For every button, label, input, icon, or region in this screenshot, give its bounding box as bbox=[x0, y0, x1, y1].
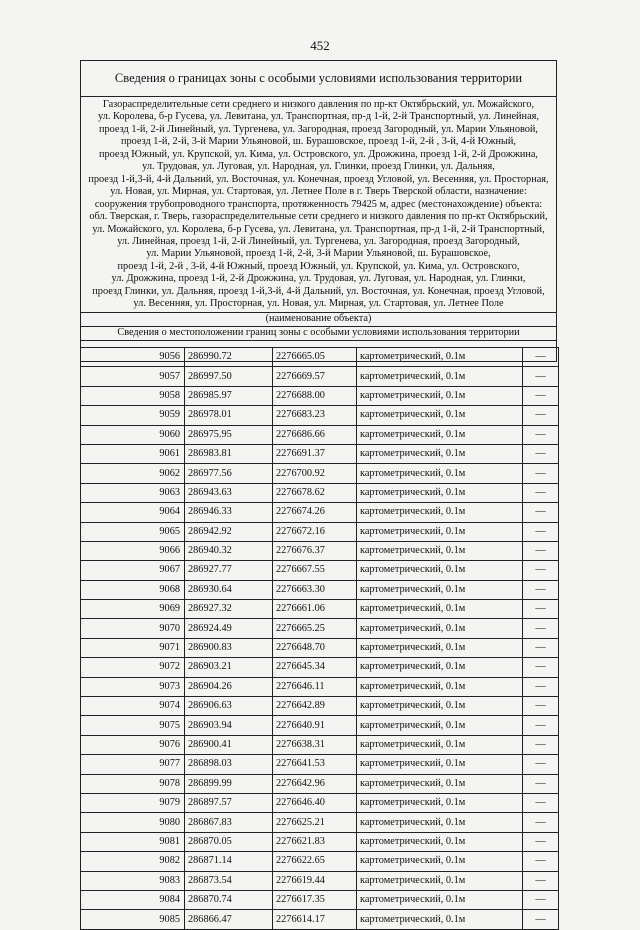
method-cell: картометрический, 0.1м bbox=[357, 580, 523, 599]
point-number-cell: 9081 bbox=[81, 832, 185, 851]
coord-x-cell: 286898.03 bbox=[185, 755, 273, 774]
table-row bbox=[81, 386, 559, 405]
point-number-cell: 9070 bbox=[81, 619, 185, 638]
note-cell: — bbox=[523, 483, 559, 502]
table-row bbox=[81, 813, 559, 832]
coord-x-cell: 286871.14 bbox=[185, 852, 273, 871]
point-number-cell: 9075 bbox=[81, 716, 185, 735]
method-cell: картометрический, 0.1м bbox=[357, 386, 523, 405]
page-number: 452 bbox=[310, 38, 330, 53]
note-cell: — bbox=[523, 774, 559, 793]
coord-x-cell: 286942.92 bbox=[185, 522, 273, 541]
method-cell: картометрический, 0.1м bbox=[357, 561, 523, 580]
table-row bbox=[81, 852, 559, 871]
object-caption: (наименование объекта) bbox=[81, 312, 557, 326]
coord-y-cell: 2276691.37 bbox=[273, 444, 357, 463]
note-cell: — bbox=[523, 813, 559, 832]
table-row bbox=[81, 716, 559, 735]
point-number-cell: 9079 bbox=[81, 793, 185, 812]
coord-x-cell: 286870.05 bbox=[185, 832, 273, 851]
point-number-cell: 9080 bbox=[81, 813, 185, 832]
coord-y-cell: 2276683.23 bbox=[273, 406, 357, 425]
note-cell: — bbox=[523, 677, 559, 696]
coord-x-cell: 286897.57 bbox=[185, 793, 273, 812]
description-line: проезд 1-й, 2-й, 3-й Марии Ульяновой, ш. Бурашовское, проезд 1-й, 2-й , 3-й, 4-й Южный, bbox=[120, 136, 516, 148]
note-cell: — bbox=[523, 910, 559, 929]
note-cell: — bbox=[523, 852, 559, 871]
note-cell: — bbox=[523, 348, 559, 367]
note-cell: — bbox=[523, 406, 559, 425]
coord-y-cell: 2276619.44 bbox=[273, 871, 357, 890]
coord-y-cell: 2276674.26 bbox=[273, 503, 357, 522]
table-row bbox=[81, 793, 559, 812]
method-cell: картометрический, 0.1м bbox=[357, 658, 523, 677]
table-row bbox=[81, 735, 559, 754]
coord-y-cell: 2276688.00 bbox=[273, 386, 357, 405]
method-cell: картометрический, 0.1м bbox=[357, 464, 523, 483]
note-cell: — bbox=[523, 890, 559, 909]
point-number-cell: 9085 bbox=[81, 910, 185, 929]
point-number-cell: 9061 bbox=[81, 444, 185, 463]
table-row bbox=[81, 541, 559, 560]
description-line: ул. Трудовая, ул. Луговая, ул. Народная, ул. Глинки, проезд Глинки, ул. Дальняя, bbox=[142, 161, 495, 173]
coord-y-cell: 2276625.21 bbox=[273, 813, 357, 832]
coord-x-cell: 286899.99 bbox=[185, 774, 273, 793]
point-number-cell: 9073 bbox=[81, 677, 185, 696]
zone-header-table bbox=[80, 60, 557, 362]
coord-y-cell: 2276617.35 bbox=[273, 890, 357, 909]
table-row bbox=[81, 367, 559, 386]
method-cell: картометрический, 0.1м bbox=[357, 832, 523, 851]
coord-x-cell: 286940.32 bbox=[185, 541, 273, 560]
coord-x-cell: 286990.72 bbox=[185, 348, 273, 367]
description-line: ул. Новая, ул. Мирная, ул. Стартовая, ул. Летнее Поле в г. Тверь Тверской области, назначение: bbox=[110, 186, 527, 198]
method-cell: картометрический, 0.1м bbox=[357, 444, 523, 463]
point-number-cell: 9068 bbox=[81, 580, 185, 599]
coord-x-cell: 286977.56 bbox=[185, 464, 273, 483]
coord-y-cell: 2276642.96 bbox=[273, 774, 357, 793]
method-cell: картометрический, 0.1м bbox=[357, 813, 523, 832]
point-number-cell: 9067 bbox=[81, 561, 185, 580]
note-cell: — bbox=[523, 619, 559, 638]
coord-y-cell: 2276676.37 bbox=[273, 541, 357, 560]
coord-x-cell: 286900.41 bbox=[185, 735, 273, 754]
table-row bbox=[81, 561, 559, 580]
table-row bbox=[81, 483, 559, 502]
document-title: Сведения о границах зоны с особыми условиями использования территории bbox=[81, 61, 557, 97]
point-number-cell: 9062 bbox=[81, 464, 185, 483]
method-cell: картометрический, 0.1м bbox=[357, 793, 523, 812]
method-cell: картометрический, 0.1м bbox=[357, 522, 523, 541]
coord-x-cell: 286906.63 bbox=[185, 697, 273, 716]
note-cell: — bbox=[523, 580, 559, 599]
table-row bbox=[81, 406, 559, 425]
note-cell: — bbox=[523, 871, 559, 890]
coord-x-cell: 286946.33 bbox=[185, 503, 273, 522]
coord-y-cell: 2276640.91 bbox=[273, 716, 357, 735]
point-number-cell: 9056 bbox=[81, 348, 185, 367]
method-cell: картометрический, 0.1м bbox=[357, 406, 523, 425]
method-cell: картометрический, 0.1м bbox=[357, 541, 523, 560]
table-row bbox=[81, 697, 559, 716]
coord-x-cell: 286983.81 bbox=[185, 444, 273, 463]
note-cell: — bbox=[523, 832, 559, 851]
method-cell: картометрический, 0.1м bbox=[357, 425, 523, 444]
method-cell: картометрический, 0.1м bbox=[357, 600, 523, 619]
method-cell: картометрический, 0.1м bbox=[357, 774, 523, 793]
method-cell: картометрический, 0.1м bbox=[357, 638, 523, 657]
table-row bbox=[81, 580, 559, 599]
method-cell: картометрический, 0.1м bbox=[357, 483, 523, 502]
coord-y-cell: 2276700.92 bbox=[273, 464, 357, 483]
coord-x-cell: 286978.01 bbox=[185, 406, 273, 425]
point-number-cell: 9064 bbox=[81, 503, 185, 522]
method-cell: картометрический, 0.1м bbox=[357, 852, 523, 871]
table-row bbox=[81, 755, 559, 774]
note-cell: — bbox=[523, 464, 559, 483]
coord-y-cell: 2276661.06 bbox=[273, 600, 357, 619]
method-cell: картометрический, 0.1м bbox=[357, 716, 523, 735]
coord-y-cell: 2276645.34 bbox=[273, 658, 357, 677]
table-row bbox=[81, 832, 559, 851]
note-cell: — bbox=[523, 658, 559, 677]
note-cell: — bbox=[523, 522, 559, 541]
point-number-cell: 9065 bbox=[81, 522, 185, 541]
point-number-cell: 9057 bbox=[81, 367, 185, 386]
method-cell: картометрический, 0.1м bbox=[357, 677, 523, 696]
coord-x-cell: 286927.32 bbox=[185, 600, 273, 619]
description-line: сооружения трубопроводного транспорта, протяженность 79425 м, адрес (местонахождение) объекта: bbox=[94, 198, 543, 210]
coord-y-cell: 2276621.83 bbox=[273, 832, 357, 851]
description-line: ул. Марии Ульяновой, проезд 1-й, 2-й, 3-й Марии Ульяновой, ш. Бурашовское, bbox=[146, 248, 491, 260]
note-cell: — bbox=[523, 697, 559, 716]
point-number-cell: 9066 bbox=[81, 541, 185, 560]
coord-y-cell: 2276667.55 bbox=[273, 561, 357, 580]
coord-y-cell: 2276638.31 bbox=[273, 735, 357, 754]
point-number-cell: 9072 bbox=[81, 658, 185, 677]
coordinates-table bbox=[80, 347, 559, 930]
table-row bbox=[81, 774, 559, 793]
point-number-cell: 9084 bbox=[81, 890, 185, 909]
method-cell: картометрический, 0.1м bbox=[357, 503, 523, 522]
note-cell: — bbox=[523, 444, 559, 463]
point-number-cell: 9077 bbox=[81, 755, 185, 774]
table-row bbox=[81, 871, 559, 890]
coord-x-cell: 286903.94 bbox=[185, 716, 273, 735]
coord-x-cell: 286924.49 bbox=[185, 619, 273, 638]
section-title: Сведения о местоположении границ зоны с особыми условиями использования территории bbox=[81, 326, 557, 340]
note-cell: — bbox=[523, 541, 559, 560]
coord-x-cell: 286870.74 bbox=[185, 890, 273, 909]
point-number-cell: 9058 bbox=[81, 386, 185, 405]
description-line: проезд Южный, ул. Крупской, ул. Кима, ул. Островского, ул. Дрожжина, проезд 1-й, 2-й Дрожжина, bbox=[98, 148, 538, 160]
point-number-cell: 9071 bbox=[81, 638, 185, 657]
coord-y-cell: 2276669.57 bbox=[273, 367, 357, 386]
coord-x-cell: 286903.21 bbox=[185, 658, 273, 677]
description-line: проезд 1-й, 2-й , 3-й, 4-й Южный, проезд Южный, ул. Крупской, ул. Кима, ул. Островского, bbox=[117, 260, 520, 272]
note-cell: — bbox=[523, 793, 559, 812]
coord-y-cell: 2276672.16 bbox=[273, 522, 357, 541]
method-cell: картометрический, 0.1м bbox=[357, 910, 523, 929]
coord-y-cell: 2276622.65 bbox=[273, 852, 357, 871]
coord-x-cell: 286927.77 bbox=[185, 561, 273, 580]
point-number-cell: 9060 bbox=[81, 425, 185, 444]
method-cell: картометрический, 0.1м bbox=[357, 890, 523, 909]
coord-x-cell: 286867.83 bbox=[185, 813, 273, 832]
point-number-cell: 9082 bbox=[81, 852, 185, 871]
description-line: проезд 1-й, 2-й Линейный, ул. Тургенева, ул. Загородная, проезд Загородный, ул. Марии Ульяновой, bbox=[99, 123, 538, 135]
table-row bbox=[81, 658, 559, 677]
description-line: проезд Глинки, ул. Дальняя, проезд 1-й,3-й, 4-й Дальний, ул. Восточная, ул. Конечная, проезд Угловой, bbox=[92, 285, 545, 297]
description-line: обл. Тверская, г. Тверь, газораспределительные сети среднего и низкого давления по пр-кт Октябрьский, bbox=[89, 211, 548, 223]
coord-y-cell: 2276614.17 bbox=[273, 910, 357, 929]
point-number-cell: 9059 bbox=[81, 406, 185, 425]
coord-y-cell: 2276641.53 bbox=[273, 755, 357, 774]
method-cell: картометрический, 0.1м bbox=[357, 697, 523, 716]
description-line: Газораспределительные сети среднего и низкого давления по пр-кт Октябрьский, ул. Можайского, bbox=[102, 99, 535, 110]
point-number-cell: 9078 bbox=[81, 774, 185, 793]
method-cell: картометрический, 0.1м bbox=[357, 755, 523, 774]
table-row bbox=[81, 464, 559, 483]
note-cell: — bbox=[523, 367, 559, 386]
method-cell: картометрический, 0.1м bbox=[357, 871, 523, 890]
object-description bbox=[81, 97, 557, 313]
coord-x-cell: 286866.47 bbox=[185, 910, 273, 929]
method-cell: картометрический, 0.1м bbox=[357, 735, 523, 754]
coord-x-cell: 286975.95 bbox=[185, 425, 273, 444]
note-cell: — bbox=[523, 716, 559, 735]
table-row bbox=[81, 910, 559, 929]
coord-x-cell: 286873.54 bbox=[185, 871, 273, 890]
coord-y-cell: 2276663.30 bbox=[273, 580, 357, 599]
coord-y-cell: 2276642.89 bbox=[273, 697, 357, 716]
coord-y-cell: 2276678.62 bbox=[273, 483, 357, 502]
coord-y-cell: 2276665.25 bbox=[273, 619, 357, 638]
method-cell: картометрический, 0.1м bbox=[357, 619, 523, 638]
description-line: ул. Дрожжина, проезд 1-й, 2-й Дрожжина, ул. Трудовая, ул. Луговая, ул. Народная, ул. Глинки, bbox=[111, 273, 526, 285]
note-cell: — bbox=[523, 386, 559, 405]
method-cell: картометрический, 0.1м bbox=[357, 367, 523, 386]
note-cell: — bbox=[523, 600, 559, 619]
table-row bbox=[81, 503, 559, 522]
table-row bbox=[81, 348, 559, 367]
table-row bbox=[81, 444, 559, 463]
table-row bbox=[81, 619, 559, 638]
description-line: ул. Линейная, проезд 1-й, 2-й Линейный, ул. Тургенева, ул. Загородная, проезд Загородный, bbox=[117, 235, 520, 247]
point-number-cell: 9069 bbox=[81, 600, 185, 619]
description-line: ул. Можайского, ул. Королева, б-р Гусева, ул. Левитана, ул. Транспортная, пр-д 1-й, 2-й Транспортный, bbox=[92, 223, 545, 235]
point-number-cell: 9076 bbox=[81, 735, 185, 754]
description-line: проезд 1-й,3-й, 4-й Дальний, ул. Восточная, ул. Конечная, проезд Угловой, ул. Весенняя, ул. Просторная, bbox=[88, 173, 549, 185]
coord-y-cell: 2276686.66 bbox=[273, 425, 357, 444]
coord-y-cell: 2276646.11 bbox=[273, 677, 357, 696]
point-number-cell: 9063 bbox=[81, 483, 185, 502]
note-cell: — bbox=[523, 503, 559, 522]
coord-x-cell: 286930.64 bbox=[185, 580, 273, 599]
description-line: ул. Королева, б-р Гусева, ул. Левитана, ул. Транспортная, пр-д 1-й, 2-й Транспортный, ул. Линейная, bbox=[98, 111, 539, 123]
table-row bbox=[81, 600, 559, 619]
coord-x-cell: 286997.50 bbox=[185, 367, 273, 386]
coord-x-cell: 286900.83 bbox=[185, 638, 273, 657]
note-cell: — bbox=[523, 755, 559, 774]
description-line: ул. Весенняя, ул. Просторная, ул. Новая, ул. Мирная, ул. Стартовая, ул. Летнее Поле bbox=[133, 298, 504, 310]
table-row bbox=[81, 677, 559, 696]
table-row bbox=[81, 638, 559, 657]
coord-x-cell: 286904.26 bbox=[185, 677, 273, 696]
note-cell: — bbox=[523, 561, 559, 580]
note-cell: — bbox=[523, 735, 559, 754]
method-cell: картометрический, 0.1м bbox=[357, 348, 523, 367]
table-row bbox=[81, 890, 559, 909]
point-number-cell: 9083 bbox=[81, 871, 185, 890]
coord-y-cell: 2276665.05 bbox=[273, 348, 357, 367]
coord-y-cell: 2276646.40 bbox=[273, 793, 357, 812]
coord-y-cell: 2276648.70 bbox=[273, 638, 357, 657]
table-row bbox=[81, 522, 559, 541]
point-number-cell: 9074 bbox=[81, 697, 185, 716]
table-row bbox=[81, 425, 559, 444]
note-cell: — bbox=[523, 425, 559, 444]
coord-x-cell: 286943.63 bbox=[185, 483, 273, 502]
note-cell: — bbox=[523, 638, 559, 657]
coord-x-cell: 286985.97 bbox=[185, 386, 273, 405]
